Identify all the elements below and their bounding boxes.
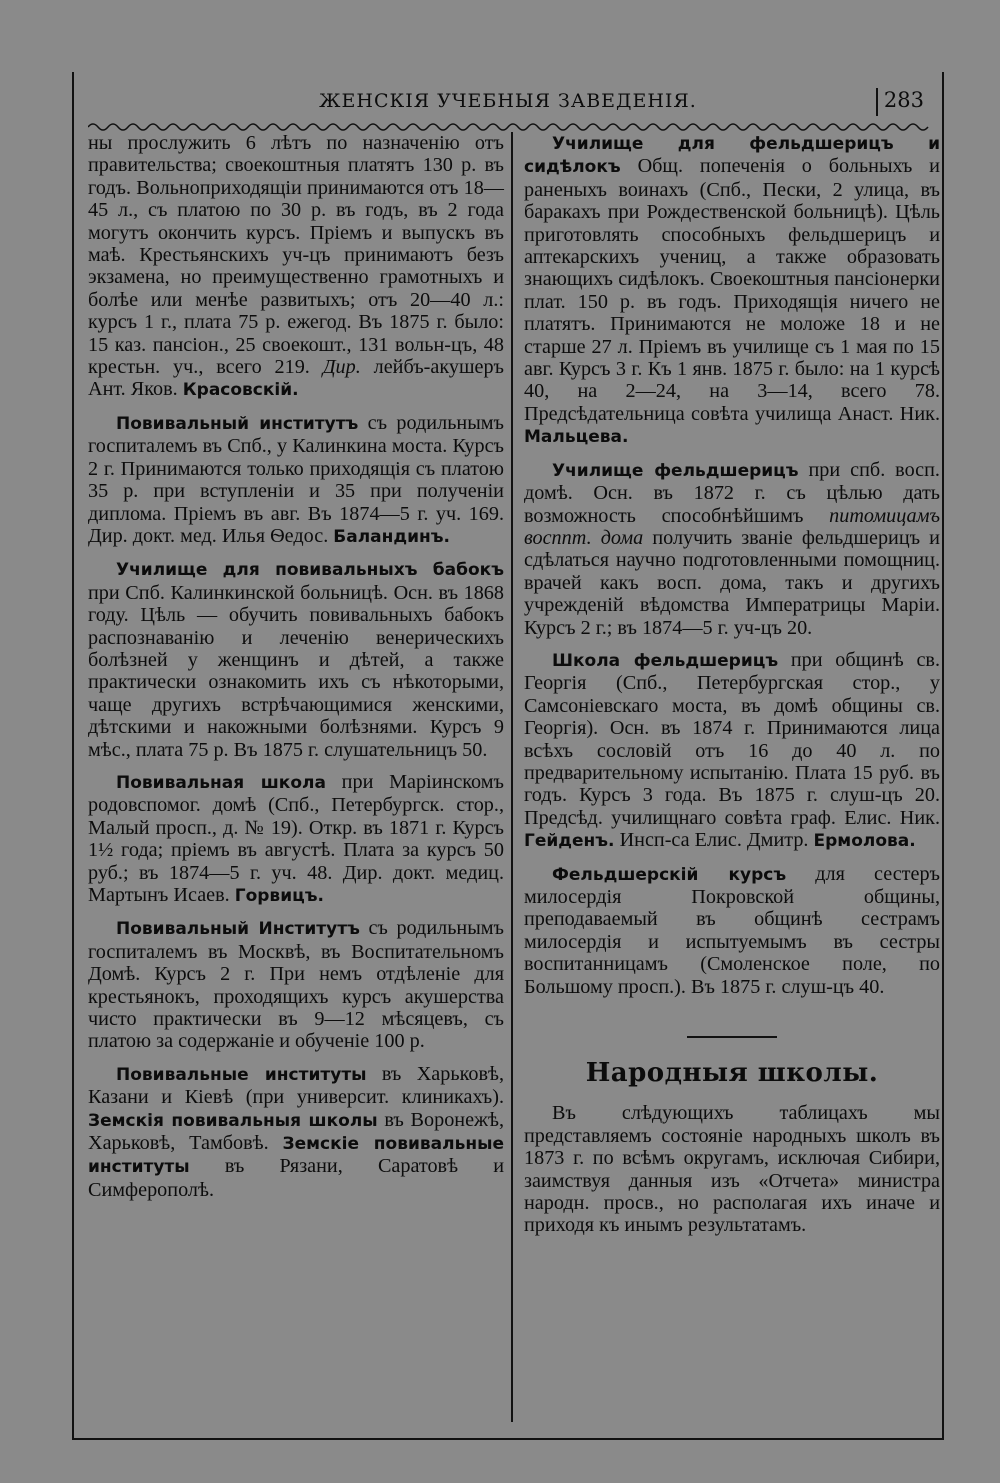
entry-heading: Повивальный институтъ (116, 413, 359, 434)
body-text: съ родильнымъ госпиталемъ въ Спб., у Калинкина моста. Курсъ 2 г. Принимаются только приходящія съ платою 35 р. при вступленіи и 35 при полученіи диплома. Пріемъ въ авг. Въ 1874—5 г. уч. 169. Дир. докт. мед. Илья Ѳедос. (88, 411, 504, 547)
body-text: для сестеръ милосердія Покровской общины, преподаваемый въ общинѣ сестрамъ милосердія и испытуемымъ въ сестры воспитанницамъ (Смоленское поле, по Большому просп.). Въ 1875 г. слуш-цъ 40. (524, 862, 940, 998)
paragraph (524, 459, 940, 639)
entry-heading: Школа фельдшерицъ (552, 650, 779, 671)
body-text: Инсп-са Елис. Дмитр. (614, 829, 814, 852)
paragraph (88, 917, 504, 1052)
person-name: Баландинъ. (333, 526, 451, 547)
body-text: при Спб. Калинкинской больницѣ. Осн. въ 1868 году. Цѣль — обучить повивальныхъ бабокъ распознаванію и леченію венерическихъ болѣзней у женщинъ и дѣтей, а также практически ознакомить ихъ съ нѣкоторыми, чаще другихъ встрѣчающимися женскими, дѣтскими и накожными болѣзнями. Курсъ 9 мѣс., плата 75 р. Въ 1875 г. слушательницъ 50. (88, 581, 504, 761)
entry-heading: Училище для повивальныхъ бабокъ (116, 560, 504, 581)
body-text: Въ слѣдующихъ таблицахъ мы представляемъ состояніе народныхъ школъ въ 1873 г. по всѣмъ округамъ, исключая Сибири, заимствуя данныя изъ «Отчета» министра народн. просв., но располагая ихъ иначе и приходя къ инымъ результатамъ. (524, 1102, 940, 1237)
paragraph (88, 132, 504, 402)
person-name: Красовскій. (182, 380, 299, 401)
person-name: Горвицъ. (234, 886, 324, 906)
entry-heading: Училище фельдшерицъ (552, 460, 799, 481)
page-number: 283 (876, 88, 924, 116)
person-name: Гейденъ. (524, 831, 615, 852)
entry-heading: Повивальный Институтъ (116, 919, 360, 940)
entry-heading: Училище для фельдшерицъ и сидѣлокъ (524, 134, 940, 178)
section-rule (687, 1036, 777, 1038)
column-divider (511, 132, 513, 1422)
paragraph (524, 1102, 940, 1236)
paragraph (524, 132, 940, 449)
entry-heading: Фельдшерскій курсъ (552, 864, 787, 885)
header-title: ЖЕНСКІЯ УЧЕБНЫЯ ЗАВЕДЕНІЯ. (319, 90, 697, 112)
body-text: Общ. попеченія о больныхъ и раненыхъ воинахъ (Спб., Пески, 2 улица, въ баракахъ при Рождественской больницѣ). Цѣль приготовлять способныхъ фельдшерицъ и аптекарскихъ учениц, а также образовать знающихъ сидѣлокъ. Своекоштныя пансіонерки плат. 150 р. въ годъ. Приходящія ничего не платятъ. Принимаются не моложе 18 и не старше 27 л. Пріемъ въ училище съ 1 мая по 15 авг. Курсъ 3 г. Къ 1 янв. 1875 г. было: на 1 курсѣ 40, на 2—24, на 3—14, всего 78. Предсѣдательница совѣта училища Анаст. Ник. (524, 155, 940, 425)
body-text: лейбъ-акушеръ Ант. Яков. (88, 356, 504, 401)
entry-heading: Повивальная школа (116, 772, 326, 793)
paragraph (88, 771, 504, 907)
body-text: въ Харьковѣ, Казани и Кіевѣ (при университ. клиникахъ). (88, 1062, 504, 1109)
paragraph (88, 558, 504, 761)
body-text: въ Воронежѣ, Харьковѣ, Тамбовѣ. (88, 1108, 505, 1155)
body-text: питомицамъ восппт. дома (524, 504, 940, 549)
person-name: Ермолова. (813, 831, 916, 852)
paragraph (524, 649, 940, 853)
body-text: при Маріинскомъ родовспомог. домѣ (Спб., Петербургск. стор., Малый просп., д. № 19). Откр. въ 1871 г. Курсъ 1½ года; пріемъ въ августѣ. Плата за курсъ 50 руб.; въ 1874—5 г. уч. 48. Дир. докт. медиц. Мартынъ Исаев. (88, 770, 504, 906)
paragraph (88, 1063, 504, 1201)
left-column (88, 132, 504, 1211)
paragraph (524, 863, 940, 998)
person-name: Мальцева. (524, 427, 629, 448)
body-text: ны прослужить 6 лѣтъ по назначенію отъ правительства; своекоштныя платятъ 130 р. въ годъ. Вольноприходящіи принимаются отъ 18—45 л., съ платою по 30 р. въ годъ, въ 2 года могутъ окончить курсъ. Пріемъ и выпускъ въ маѣ. Крестьянскихъ уч-цъ принимаютъ безъ экзамена, но преимущественно грамотныхъ и болѣе или менѣе развитыхъ; отъ 20—40 л.: курсъ 1 г., плата 75 р. ежегод. Въ 1875 г. было: 15 каз. пансіон., 25 своекошт., 131 вольн-цъ, 48 крестьн. уч., всего 219. (88, 132, 504, 379)
body-text: при общинѣ св. Георгія (Спб., Петербургская стор., у Самсоніевскаго моста, въ домѣ общины св. Георгія). Осн. въ 1874 г. Принимаются лица всѣхъ сословій отъ 16 до 40 л. по предварительному испытанію. Плата 15 руб. въ годъ. Курсъ 3 года. Въ 1875 г. слуш-цъ 20. Предсѣд. училищнаго совѣта граф. Елис. Ник. (524, 648, 940, 829)
entry-heading: Земскіе повивальные институты (88, 1134, 504, 1178)
entry-heading: Повивальные институты (116, 1064, 367, 1085)
body-text: въ Рязани, Саратовѣ и Симферополѣ. (88, 1155, 504, 1201)
paragraph (88, 412, 504, 548)
entry-heading: Земскія повивальныя школы (88, 1110, 378, 1131)
right-column (524, 132, 940, 1247)
body-text: Дир. (322, 356, 361, 379)
body-text: получить званіе фельдшерицъ и сдѣлаться научно подготовленными помощниц. врачей какъ восп. дома, такъ и другихъ учрежденій вѣдомства Императрицы Маріи. Курсъ 2 г.; въ 1874—5 г. уч-цъ 20. (524, 526, 940, 639)
running-header (72, 86, 944, 120)
section-title: Народныя школы. (585, 1058, 879, 1089)
body-text: съ родильнымъ госпиталемъ въ Москвѣ, въ Воспитательномъ Домѣ. Курсъ 2 г. При немъ отдѣленіе для крестьянокъ, проходящихъ курсъ акушерства чисто практически въ 9—12 мѣсяцевъ, съ платою за содержаніе и обученіе 100 р. (88, 917, 504, 1053)
body-text: при спб. восп. домѣ. Осн. въ 1872 г. съ цѣлью дать возможность способнѣйшимъ (524, 458, 940, 527)
